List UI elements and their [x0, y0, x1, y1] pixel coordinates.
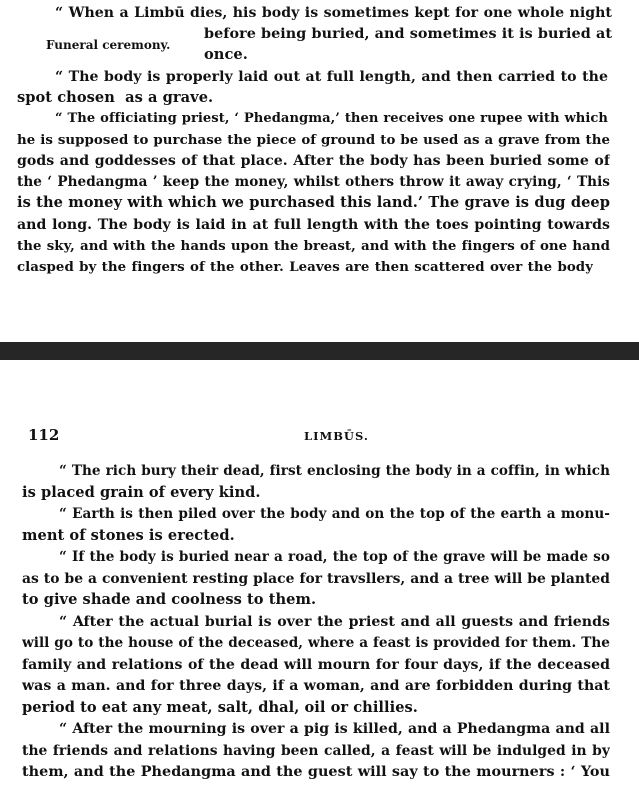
- text-line: “ The body is properly laid out at full length, and then carried to the: [55, 69, 608, 85]
- upper-page: [0, 0, 639, 342]
- text-line: “ After the mourning is over a pig is killed, and a Phedangma and all: [59, 721, 610, 737]
- text-line: was a man. and for three days, if a woman, and are forbidden during that: [22, 678, 610, 694]
- running-head: LIMBŪS.: [304, 429, 369, 443]
- text-line: “ If the body is buried near a road, the top of the grave will be made so: [59, 549, 610, 565]
- text-line: the ‘ Phedangma ’ keep the money, whilst others throw it away crying, ‘ This: [17, 174, 610, 190]
- text-line: before being buried, and sometimes it is buried at: [204, 26, 612, 42]
- text-line: them, and the Phedangma and the guest will say to the mourners : ‘ You: [22, 764, 610, 780]
- text-line: “ The rich bury their dead, first enclosing the body in a coffin, in which: [59, 463, 610, 479]
- page-divider: [0, 342, 639, 360]
- text-line: spot chosen as a grave.: [17, 89, 214, 106]
- text-line: period to eat any meat, salt, dhal, oil or chillies.: [22, 699, 418, 716]
- text-line: he is supposed to purchase the piece of ground to be used as a grave from the: [17, 132, 610, 148]
- page-number: 112: [28, 426, 60, 444]
- text-line: family and relations of the dead will mourn for four days, if the deceased: [22, 657, 610, 673]
- margin-note: Funeral ceremony.: [46, 38, 171, 52]
- text-line: the sky, and with the hands upon the breast, and with the fingers of one hand: [17, 238, 610, 254]
- text-line: the friends and relations having been called, a feast will be indulged in by: [22, 743, 610, 759]
- text-line: “ When a Limbū dies, his body is sometimes kept for one whole night: [55, 5, 612, 21]
- text-line: as to be a convenient resting place for travsllers, and a tree will be planted: [22, 571, 610, 587]
- text-line: will go to the house of the deceased, where a feast is provided for them. The: [22, 635, 610, 651]
- text-line: “ Earth is then piled over the body and on the top of the earth a monu-: [59, 506, 610, 522]
- text-line: gods and goddesses of that place. After the body has been buried some of: [17, 153, 610, 169]
- text-line: to give shade and coolness to them.: [22, 591, 317, 608]
- text-line: “ After the actual burial is over the priest and all guests and friends: [59, 614, 610, 630]
- text-line: ment of stones is erected.: [22, 527, 235, 544]
- text-line: is the money with which we purchased this land.’ The grave is dug deep: [17, 194, 610, 211]
- text-line: “ The officiating priest, ‘ Phedangma,’ then receives one rupee with which: [55, 111, 608, 126]
- text-line: once.: [204, 46, 248, 63]
- text-line: clasped by the fingers of the other. Leaves are then scattered over the body: [17, 259, 593, 275]
- text-line: and long. The body is laid in at full length with the toes pointing towards: [17, 217, 610, 233]
- text-line: is placed grain of every kind.: [22, 484, 261, 501]
